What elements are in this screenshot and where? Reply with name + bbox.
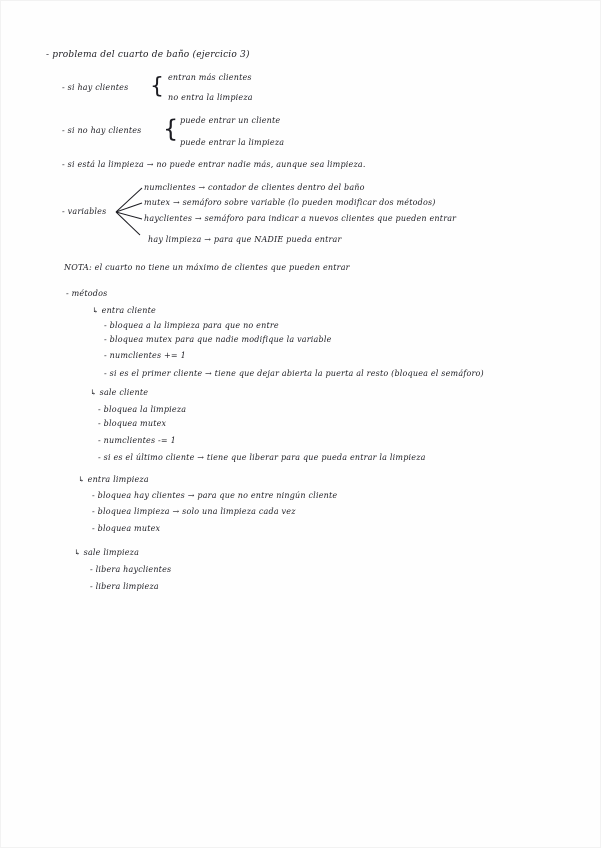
note-variables: - variables [62, 207, 107, 216]
note-sc-3: - numclientes -= 1 [98, 436, 176, 445]
note-var-numclientes: numclientes → contador de clientes dentro del baño [144, 183, 365, 192]
note-si-esta-limpieza: - si está la limpieza → no puede entrar nadie más, aunque sea limpieza. [62, 160, 366, 169]
note-var-hayclientes: hayclientes → semáforo para indicar a nuevos clientes que pueden entrar [144, 214, 457, 223]
note-var-hay-limpieza: hay limpieza → para que NADIE pueda entrar [148, 235, 342, 244]
note-sc-1: - bloquea la limpieza [98, 405, 187, 414]
note-puede-entrar-limpieza: puede entrar la limpieza [180, 138, 285, 147]
note-ec-4: - si es el primer cliente → tiene que dejar abierta la puerta al resto (bloquea el semáforo) [104, 369, 484, 378]
note-sc-2: - bloquea mutex [98, 419, 167, 428]
note-entra-limpieza: ↳ entra limpieza [78, 475, 149, 484]
note-sl-2: - libera limpieza [90, 582, 159, 591]
note-si-hay-clientes: - si hay clientes [62, 83, 129, 92]
brace-icon: { [163, 115, 179, 143]
note-sc-4: - si es el último cliente → tiene que liberar para que pueda entrar la limpieza [98, 453, 426, 462]
note-sale-cliente: ↳ sale cliente [90, 388, 149, 397]
note-si-no-hay-clientes: - si no hay clientes [62, 126, 142, 135]
note-nota: NOTA: el cuarto no tiene un máximo de clientes que pueden entrar [64, 263, 350, 272]
note-puede-entrar-cliente: puede entrar un cliente [180, 116, 281, 125]
note-ec-1: - bloquea a la limpieza para que no entre [104, 321, 279, 330]
note-el-1: - bloquea hay clientes → para que no entre ningún cliente [92, 491, 338, 500]
note-sale-limpieza: ↳ sale limpieza [74, 548, 140, 557]
note-entran-mas-clientes: entran más clientes [168, 73, 252, 82]
note-entra-cliente: ↳ entra cliente [92, 306, 156, 315]
note-ec-3: - numclientes += 1 [104, 351, 186, 360]
note-var-mutex: mutex → semáforo sobre variable (lo pueden modificar dos métodos) [144, 198, 436, 207]
note-ec-2: - bloquea mutex para que nadie modifique la variable [104, 335, 332, 344]
note-metodos: - métodos [66, 289, 108, 298]
note-no-entra-limpieza: no entra la limpieza [168, 93, 253, 102]
note-sl-1: - libera hayclientes [90, 565, 172, 574]
note-el-2: - bloquea limpieza → solo una limpieza cada vez [92, 507, 296, 516]
brace-icon: { [150, 74, 164, 99]
note-el-3: - bloquea mutex [92, 524, 161, 533]
notes-title: - problema del cuarto de baño (ejercicio 3) [46, 50, 250, 60]
